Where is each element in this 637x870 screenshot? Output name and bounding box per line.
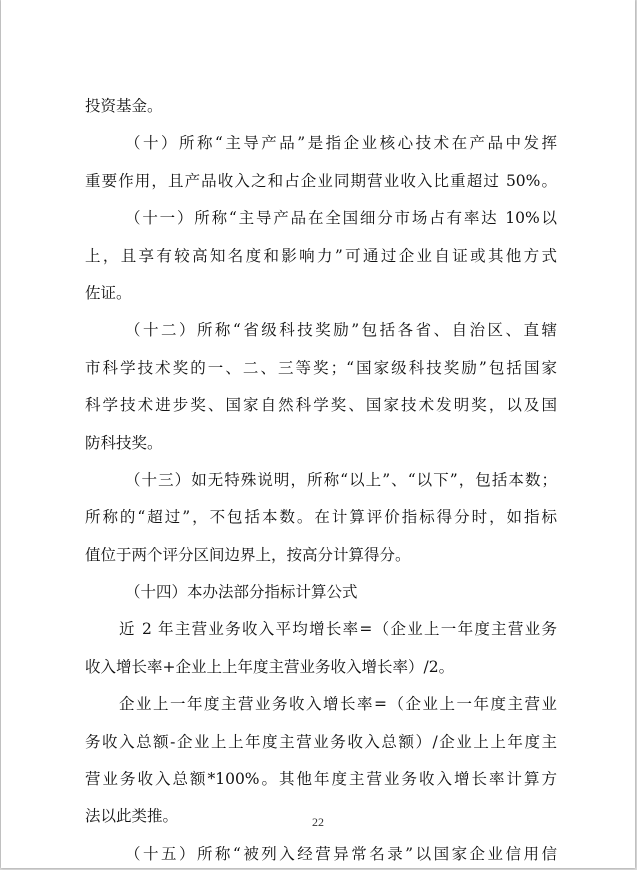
text-line: 企业上一年度主营业务收入增长率=（企业上一年度主营业 (119, 695, 557, 714)
text-line: （十四）本办法部分指标计算公式 (125, 583, 358, 602)
text-line: （十）所称“主导产品”是指企业核心技术在产品中发挥 (125, 134, 557, 153)
text-line: 防科技奖。 (85, 433, 163, 452)
text-line: 值位于两个评分区间边界上，按高分计算得分。 (85, 545, 411, 564)
text-line: 务收入总额-企业上上年度主营业务收入总额）/企业上上年度主 (85, 732, 557, 751)
text-line: 收入增长率+企业上上年度主营业务收入增长率）/2。 (85, 657, 455, 676)
text-line: （十三）如无特殊说明，所称“以上”、“以下”，包括本数； (125, 470, 557, 489)
text-line: 科学技术进步奖、国家自然科学奖、国家技术发明奖，以及国 (85, 396, 557, 415)
text-line: 所称的“超过”，不包括本数。在计算评价指标得分时，如指标 (85, 508, 557, 527)
text-line: 营业务收入总额*100%。其他年度主营业务收入增长率计算方 (85, 770, 557, 789)
text-line: 上，且享有较高知名度和影响力”可通过企业自证或其他方式 (85, 246, 557, 265)
text-line: 投资基金。 (85, 97, 163, 115)
text-line: （十五）所称“被列入经营异常名录”以国家企业信用信 (125, 844, 557, 863)
page-number: 22 (312, 815, 324, 829)
text-line: （十一）所称“主导产品在全国细分市场占有率达 10%以 (125, 209, 557, 228)
text-line: 佐证。 (85, 283, 132, 302)
text-line: 重要作用，且产品收入之和占企业同期营业收入比重超过 50%。 (85, 171, 557, 190)
text-line: 市科学技术奖的一、二、三等奖；“国家级科技奖励”包括国家 (85, 358, 557, 377)
text-line: 法以此类推。 (85, 807, 179, 826)
text-line: 近 2 年主营业务收入平均增长率=（企业上一年度主营业务 (119, 620, 557, 639)
document-body (85, 88, 557, 868)
text-line: （十二）所称“省级科技奖励”包括各省、自治区、直辖 (125, 321, 557, 340)
document-page (1, 0, 635, 868)
